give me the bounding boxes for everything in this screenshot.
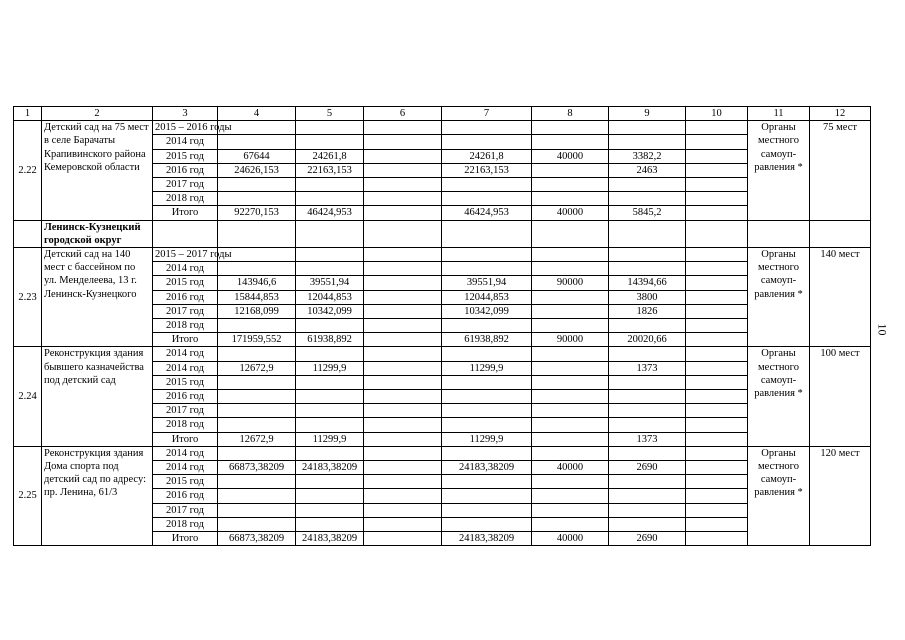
empty-cell	[686, 220, 748, 247]
value-cell	[218, 262, 296, 276]
value-cell: 12044,853	[442, 290, 532, 304]
value-cell	[296, 503, 364, 517]
value-cell	[218, 503, 296, 517]
value-cell	[442, 503, 532, 517]
value-cell	[686, 290, 748, 304]
header-cell: 10	[686, 107, 748, 121]
value-cell	[686, 276, 748, 290]
value-cell	[296, 121, 364, 135]
value-cell	[609, 475, 686, 489]
value-cell	[532, 192, 609, 206]
period-cell: 2015 год	[153, 475, 218, 489]
value-cell	[364, 135, 442, 149]
value-cell	[364, 262, 442, 276]
value-cell	[442, 475, 532, 489]
period-cell: 2017 год	[153, 404, 218, 418]
period-cell: 2014 год	[153, 461, 218, 475]
value-cell	[532, 262, 609, 276]
empty-cell	[810, 220, 871, 247]
value-cell: 1826	[609, 304, 686, 318]
period-cell: 2018 год	[153, 418, 218, 432]
period-cell: 2015 год	[153, 375, 218, 389]
value-cell	[442, 404, 532, 418]
period-cell: 2016 год	[153, 390, 218, 404]
value-cell	[609, 446, 686, 460]
value-cell	[296, 404, 364, 418]
header-cell: 1	[14, 107, 42, 121]
header-cell: 3	[153, 107, 218, 121]
period-cell: 2014 год	[153, 135, 218, 149]
header-cell: 6	[364, 107, 442, 121]
header-cell: 4	[218, 107, 296, 121]
value-cell: 3800	[609, 290, 686, 304]
value-cell	[364, 446, 442, 460]
value-cell	[609, 135, 686, 149]
value-cell	[686, 262, 748, 276]
value-cell	[686, 375, 748, 389]
value-cell: 40000	[532, 532, 609, 546]
value-cell	[364, 418, 442, 432]
value-cell: 1373	[609, 361, 686, 375]
value-cell	[609, 262, 686, 276]
value-cell	[532, 304, 609, 318]
value-cell	[532, 121, 609, 135]
period-cell: 2017 год	[153, 304, 218, 318]
value-cell	[364, 304, 442, 318]
value-cell	[532, 517, 609, 531]
value-cell	[609, 319, 686, 333]
period-cell: 2016 год	[153, 163, 218, 177]
value-cell	[296, 489, 364, 503]
value-cell	[364, 461, 442, 475]
empty-cell	[532, 220, 609, 247]
value-cell	[532, 475, 609, 489]
value-cell	[364, 489, 442, 503]
capacity-cell: 100 мест	[810, 347, 871, 446]
value-cell	[364, 532, 442, 546]
value-cell	[686, 178, 748, 192]
value-cell	[218, 418, 296, 432]
value-cell	[364, 375, 442, 389]
header-cell: 7	[442, 107, 532, 121]
value-cell	[296, 446, 364, 460]
value-cell	[686, 304, 748, 318]
value-cell: 12044,853	[296, 290, 364, 304]
value-cell: 143946,6	[218, 276, 296, 290]
value-cell: 22163,153	[296, 163, 364, 177]
value-cell	[442, 517, 532, 531]
responsible-org: Органы местного самоуп-равления *	[748, 248, 810, 347]
value-cell	[442, 135, 532, 149]
value-cell	[218, 375, 296, 389]
value-cell	[296, 517, 364, 531]
value-cell	[532, 375, 609, 389]
value-cell	[686, 135, 748, 149]
period-cell: 2014 год	[153, 446, 218, 460]
value-cell: 46424,953	[296, 206, 364, 220]
value-cell: 2690	[609, 461, 686, 475]
value-cell	[686, 418, 748, 432]
header-cell: 12	[810, 107, 871, 121]
period-cell: 2015 год	[153, 276, 218, 290]
page-number: 10	[875, 323, 890, 336]
empty-cell	[14, 220, 42, 247]
value-cell	[686, 206, 748, 220]
value-cell	[364, 517, 442, 531]
value-cell: 61938,892	[296, 333, 364, 347]
capacity-cell: 140 мест	[810, 248, 871, 347]
period-cell: 2014 год	[153, 361, 218, 375]
value-cell	[532, 446, 609, 460]
value-cell: 12168,099	[218, 304, 296, 318]
value-cell	[364, 503, 442, 517]
value-cell: 11299,9	[296, 432, 364, 446]
value-cell	[364, 333, 442, 347]
value-cell	[218, 319, 296, 333]
value-cell	[442, 248, 532, 262]
empty-cell	[364, 220, 442, 247]
value-cell	[296, 192, 364, 206]
value-cell	[609, 192, 686, 206]
value-cell	[296, 262, 364, 276]
value-cell	[364, 248, 442, 262]
object-number: 2.22	[14, 121, 42, 220]
header-cell: 5	[296, 107, 364, 121]
empty-cell	[296, 220, 364, 247]
value-cell	[442, 178, 532, 192]
value-cell	[609, 248, 686, 262]
value-cell	[218, 390, 296, 404]
value-cell: 24183,38209	[296, 532, 364, 546]
value-cell	[686, 248, 748, 262]
value-cell: 20020,66	[609, 333, 686, 347]
value-cell	[686, 347, 748, 361]
table-row	[14, 347, 871, 361]
responsible-org: Органы местного самоуп-равления *	[748, 121, 810, 220]
value-cell	[442, 121, 532, 135]
empty-cell	[442, 220, 532, 247]
value-cell	[364, 390, 442, 404]
responsible-org: Органы местного самоуп-равления *	[748, 347, 810, 446]
value-cell: 11299,9	[442, 361, 532, 375]
value-cell	[296, 418, 364, 432]
table-row	[14, 446, 871, 460]
value-cell: 39551,94	[296, 276, 364, 290]
value-cell	[609, 418, 686, 432]
value-cell	[686, 121, 748, 135]
value-cell: 66873,38209	[218, 532, 296, 546]
value-cell: 2463	[609, 163, 686, 177]
value-cell	[532, 404, 609, 418]
empty-cell	[748, 220, 810, 247]
value-cell	[609, 121, 686, 135]
header-cell: 8	[532, 107, 609, 121]
value-cell	[532, 432, 609, 446]
value-cell	[442, 418, 532, 432]
value-cell	[218, 404, 296, 418]
value-cell	[686, 489, 748, 503]
value-cell	[532, 390, 609, 404]
value-cell	[364, 206, 442, 220]
period-cell: Итого	[153, 333, 218, 347]
table-row	[14, 248, 871, 262]
value-cell	[686, 503, 748, 517]
object-name: Реконструкция здания Дома спорта под детский сад по адресу: пр. Ленина, 61/3	[42, 446, 153, 545]
value-cell	[686, 532, 748, 546]
value-cell	[218, 192, 296, 206]
header-cell: 2	[42, 107, 153, 121]
value-cell: 11299,9	[442, 432, 532, 446]
value-cell	[686, 333, 748, 347]
object-name: Детский сад на 75 мест в селе Барачаты Крапивинского района Кемеровской области	[42, 121, 153, 220]
period-cell: 2014 год	[153, 262, 218, 276]
table-row	[14, 121, 871, 135]
value-cell	[364, 319, 442, 333]
value-cell: 5845,2	[609, 206, 686, 220]
value-cell	[686, 404, 748, 418]
value-cell	[442, 347, 532, 361]
value-cell: 39551,94	[442, 276, 532, 290]
value-cell	[364, 192, 442, 206]
value-cell: 12672,9	[218, 432, 296, 446]
value-cell	[218, 178, 296, 192]
value-cell: 67644	[218, 149, 296, 163]
value-cell	[364, 149, 442, 163]
value-cell	[364, 404, 442, 418]
value-cell	[442, 262, 532, 276]
value-cell: 90000	[532, 333, 609, 347]
value-cell	[218, 489, 296, 503]
value-cell	[686, 461, 748, 475]
district-name: Ленинск-Кузнецкий городской округ	[42, 220, 153, 247]
value-cell	[296, 248, 364, 262]
value-cell	[442, 489, 532, 503]
period-cell: 2014 год	[153, 347, 218, 361]
value-cell: 11299,9	[296, 361, 364, 375]
value-cell	[364, 178, 442, 192]
value-cell	[609, 375, 686, 389]
object-number: 2.23	[14, 248, 42, 347]
period-cell: 2017 год	[153, 503, 218, 517]
value-cell: 61938,892	[442, 333, 532, 347]
value-cell	[686, 163, 748, 177]
value-cell: 171959,552	[218, 333, 296, 347]
value-cell	[442, 192, 532, 206]
value-cell: 2690	[609, 532, 686, 546]
value-cell: 12672,9	[218, 361, 296, 375]
value-cell	[532, 163, 609, 177]
value-cell: 1373	[609, 432, 686, 446]
value-cell: 24626,153	[218, 163, 296, 177]
value-cell	[532, 361, 609, 375]
value-cell	[218, 517, 296, 531]
value-cell	[296, 347, 364, 361]
value-cell	[686, 192, 748, 206]
value-cell: 15844,853	[218, 290, 296, 304]
value-cell: 46424,953	[442, 206, 532, 220]
value-cell: 40000	[532, 149, 609, 163]
value-cell	[609, 390, 686, 404]
value-cell	[609, 489, 686, 503]
value-cell	[442, 319, 532, 333]
empty-cell	[609, 220, 686, 247]
value-cell	[609, 178, 686, 192]
value-cell	[686, 361, 748, 375]
period-cell: 2016 год	[153, 489, 218, 503]
header-cell: 11	[748, 107, 810, 121]
program-table	[13, 106, 871, 546]
value-cell	[296, 319, 364, 333]
period-cell: Итого	[153, 206, 218, 220]
value-cell	[686, 149, 748, 163]
value-cell	[364, 121, 442, 135]
value-cell	[686, 319, 748, 333]
object-name: Детский сад на 140 мест с бассейном по ул. Менделеева, 13 г. Ленинск-Кузнецкого	[42, 248, 153, 347]
period-cell: 2015 год	[153, 149, 218, 163]
period-cell: Итого	[153, 532, 218, 546]
value-cell	[686, 390, 748, 404]
value-cell	[609, 517, 686, 531]
empty-cell	[153, 220, 218, 247]
value-cell	[218, 347, 296, 361]
period-cell: 2016 год	[153, 290, 218, 304]
value-cell	[364, 361, 442, 375]
value-cell	[686, 475, 748, 489]
value-cell	[364, 163, 442, 177]
object-name: Реконструкция здания бывшего казначейства под детский сад	[42, 347, 153, 446]
value-cell	[364, 276, 442, 290]
value-cell	[686, 432, 748, 446]
period-cell: 2015 – 2017 годы	[153, 248, 218, 262]
value-cell: 40000	[532, 206, 609, 220]
period-cell: 2018 год	[153, 192, 218, 206]
value-cell	[364, 475, 442, 489]
value-cell	[296, 475, 364, 489]
value-cell	[442, 375, 532, 389]
object-number: 2.25	[14, 446, 42, 545]
value-cell	[296, 135, 364, 149]
capacity-cell: 120 мест	[810, 446, 871, 545]
value-cell: 66873,38209	[218, 461, 296, 475]
value-cell: 24183,38209	[442, 532, 532, 546]
value-cell	[296, 390, 364, 404]
value-cell	[532, 135, 609, 149]
empty-cell	[218, 220, 296, 247]
value-cell	[532, 319, 609, 333]
value-cell	[686, 517, 748, 531]
value-cell	[609, 404, 686, 418]
period-cell: Итого	[153, 432, 218, 446]
value-cell	[364, 290, 442, 304]
header-row	[14, 107, 871, 121]
value-cell	[296, 375, 364, 389]
capacity-cell: 75 мест	[810, 121, 871, 220]
value-cell: 40000	[532, 461, 609, 475]
period-cell: 2017 год	[153, 178, 218, 192]
value-cell	[442, 446, 532, 460]
value-cell: 90000	[532, 276, 609, 290]
table-body	[14, 107, 871, 546]
value-cell	[296, 178, 364, 192]
value-cell: 24261,8	[296, 149, 364, 163]
responsible-org: Органы местного самоуп-равления *	[748, 446, 810, 545]
value-cell	[532, 178, 609, 192]
object-number: 2.24	[14, 347, 42, 446]
value-cell: 24183,38209	[296, 461, 364, 475]
value-cell: 24183,38209	[442, 461, 532, 475]
value-cell: 24261,8	[442, 149, 532, 163]
value-cell	[442, 390, 532, 404]
value-cell: 14394,66	[609, 276, 686, 290]
period-cell: 2018 год	[153, 517, 218, 531]
value-cell: 10342,099	[442, 304, 532, 318]
value-cell	[218, 446, 296, 460]
value-cell	[532, 489, 609, 503]
value-cell: 3382,2	[609, 149, 686, 163]
value-cell	[532, 418, 609, 432]
value-cell: 92270,153	[218, 206, 296, 220]
period-cell: 2018 год	[153, 319, 218, 333]
district-row	[14, 220, 871, 247]
value-cell	[218, 475, 296, 489]
value-cell: 22163,153	[442, 163, 532, 177]
value-cell: 10342,099	[296, 304, 364, 318]
value-cell	[686, 446, 748, 460]
header-cell: 9	[609, 107, 686, 121]
period-cell: 2015 – 2016 годы	[153, 121, 218, 135]
value-cell	[532, 248, 609, 262]
value-cell	[364, 347, 442, 361]
value-cell	[532, 290, 609, 304]
value-cell	[218, 135, 296, 149]
value-cell	[609, 347, 686, 361]
value-cell	[532, 347, 609, 361]
value-cell	[364, 432, 442, 446]
value-cell	[532, 503, 609, 517]
value-cell	[609, 503, 686, 517]
